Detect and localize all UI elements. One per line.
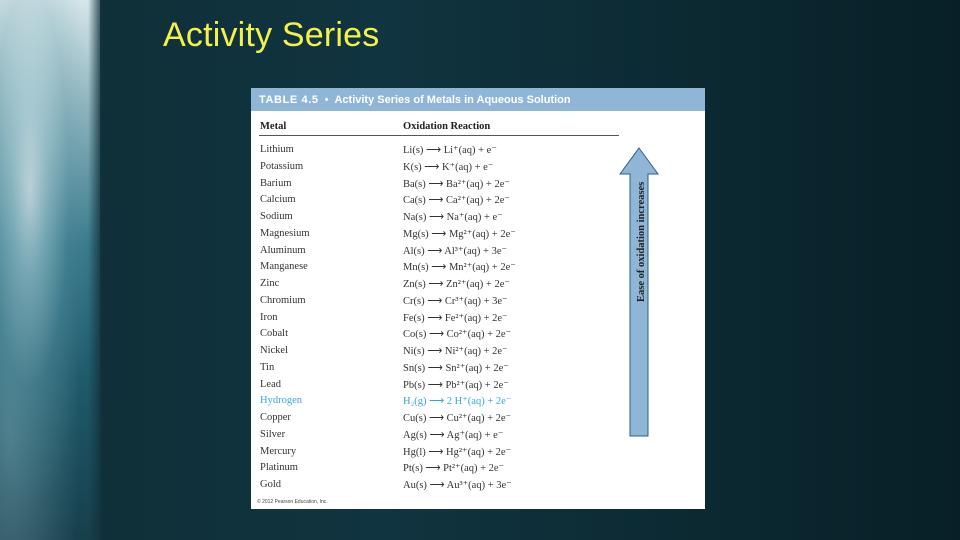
table-caption: Activity Series of Metals in Aqueous Solution [334, 93, 571, 106]
table-row [251, 477, 651, 493]
metal-name: Mercury [260, 445, 297, 457]
oxidation-reaction: Au(s) ⟶ Au³⁺(aq) + 3e⁻ [403, 480, 512, 491]
oxidation-reaction: H₂(g) ⟶ 2 H⁺(aq) + 2e⁻ [403, 396, 512, 408]
table-row [251, 444, 651, 460]
oxidation-reaction: Ba(s) ⟶ Ba²⁺(aq) + 2e⁻ [403, 178, 510, 190]
oxidation-reaction: Hg(l) ⟶ Hg²⁺(aq) + 2e⁻ [403, 446, 512, 458]
oxidation-reaction: K(s) ⟶ K⁺(aq) + e⁻ [403, 161, 494, 173]
metal-name: Aluminum [260, 244, 306, 256]
metal-name: Copper [260, 412, 291, 423]
oxidation-reaction: Zn(s) ⟶ Zn²⁺(aq) + 2e⁻ [403, 279, 510, 290]
oxidation-reaction: Pb(s) ⟶ Pb²⁺(aq) + 2e⁻ [403, 379, 509, 391]
oxidation-reaction: Pt(s) ⟶ Pt²⁺(aq) + 2e⁻ [403, 463, 505, 475]
oxidation-reaction: Ag(s) ⟶ Ag⁺(aq) + e⁻ [403, 429, 504, 441]
table-row [251, 276, 651, 292]
table-row [251, 259, 651, 275]
metal-name: Platinum [260, 462, 298, 474]
oxidation-reaction: Sn(s) ⟶ Sn²⁺(aq) + 2e⁻ [403, 362, 509, 374]
oxidation-reaction: Ca(s) ⟶ Ca²⁺(aq) + 2e⁻ [403, 195, 510, 207]
oxidation-reaction: Cr(s) ⟶ Cr³⁺(aq) + 3e⁻ [403, 295, 508, 307]
table-row [251, 310, 651, 326]
table-row [251, 243, 651, 259]
metal-name: Magnesium [260, 227, 310, 239]
table-row [251, 377, 651, 393]
table-row [251, 326, 651, 342]
metal-name: Lead [260, 378, 281, 390]
table-bullet: • [324, 93, 329, 106]
metal-name: Chromium [260, 294, 306, 306]
table-row [251, 176, 651, 192]
metal-name: Hydrogen [260, 395, 302, 407]
table-row [251, 360, 651, 376]
oxidation-reaction: Mn(s) ⟶ Mn²⁺(aq) + 2e⁻ [403, 262, 516, 274]
table-row [251, 159, 651, 175]
metal-name: Gold [260, 479, 281, 490]
header-rule [259, 135, 619, 136]
metal-name: Zinc [260, 278, 280, 289]
metal-name: Manganese [260, 261, 308, 273]
table-row [251, 393, 651, 409]
metal-name: Cobalt [260, 328, 288, 340]
copyright-text: © 2012 Pearson Education, Inc. [257, 499, 328, 505]
metal-name: Iron [260, 311, 278, 323]
table-header-bar [251, 88, 705, 111]
oxidation-reaction: Ni(s) ⟶ Ni²⁺(aq) + 2e⁻ [403, 346, 508, 357]
table-row [251, 427, 651, 443]
oxidation-reaction: Co(s) ⟶ Co²⁺(aq) + 2e⁻ [403, 329, 512, 341]
metal-name: Calcium [260, 194, 296, 206]
column-header-oxidation-reaction: Oxidation Reaction [403, 121, 491, 132]
table-number: TABLE 4.5 [259, 93, 319, 106]
table-row [251, 460, 651, 476]
metal-name: Potassium [260, 160, 304, 172]
activity-series-table [251, 88, 705, 509]
oxidation-reaction: Al(s) ⟶ Al³⁺(aq) + 3e⁻ [403, 245, 508, 257]
table-row [251, 142, 651, 158]
wave-background-image [0, 0, 100, 540]
oxidation-reaction: Fe(s) ⟶ Fe²⁺(aq) + 2e⁻ [403, 312, 508, 324]
oxidation-reaction: Li(s) ⟶ Li⁺(aq) + e⁻ [403, 145, 497, 156]
axis-label: Ease of oxidation increases [636, 181, 647, 302]
metal-name: Tin [260, 361, 275, 373]
table-row [251, 209, 651, 225]
oxidation-reaction: Mg(s) ⟶ Mg²⁺(aq) + 2e⁻ [403, 228, 516, 240]
wave-edge-divider [88, 0, 102, 540]
metal-name: Lithium [260, 144, 294, 155]
metal-name: Silver [260, 428, 286, 440]
table-row [251, 343, 651, 359]
column-header-metal: Metal [260, 121, 287, 132]
slide-title: Activity Series [163, 16, 380, 54]
metal-name: Barium [260, 177, 292, 189]
table-row [251, 226, 651, 242]
metal-name: Nickel [260, 345, 288, 356]
oxidation-reaction: Na(s) ⟶ Na⁺(aq) + e⁻ [403, 212, 503, 223]
oxidation-reaction: Cu(s) ⟶ Cu²⁺(aq) + 2e⁻ [403, 413, 512, 424]
metal-name: Sodium [260, 211, 293, 222]
table-row [251, 410, 651, 426]
table-row [251, 293, 651, 309]
table-row [251, 192, 651, 208]
